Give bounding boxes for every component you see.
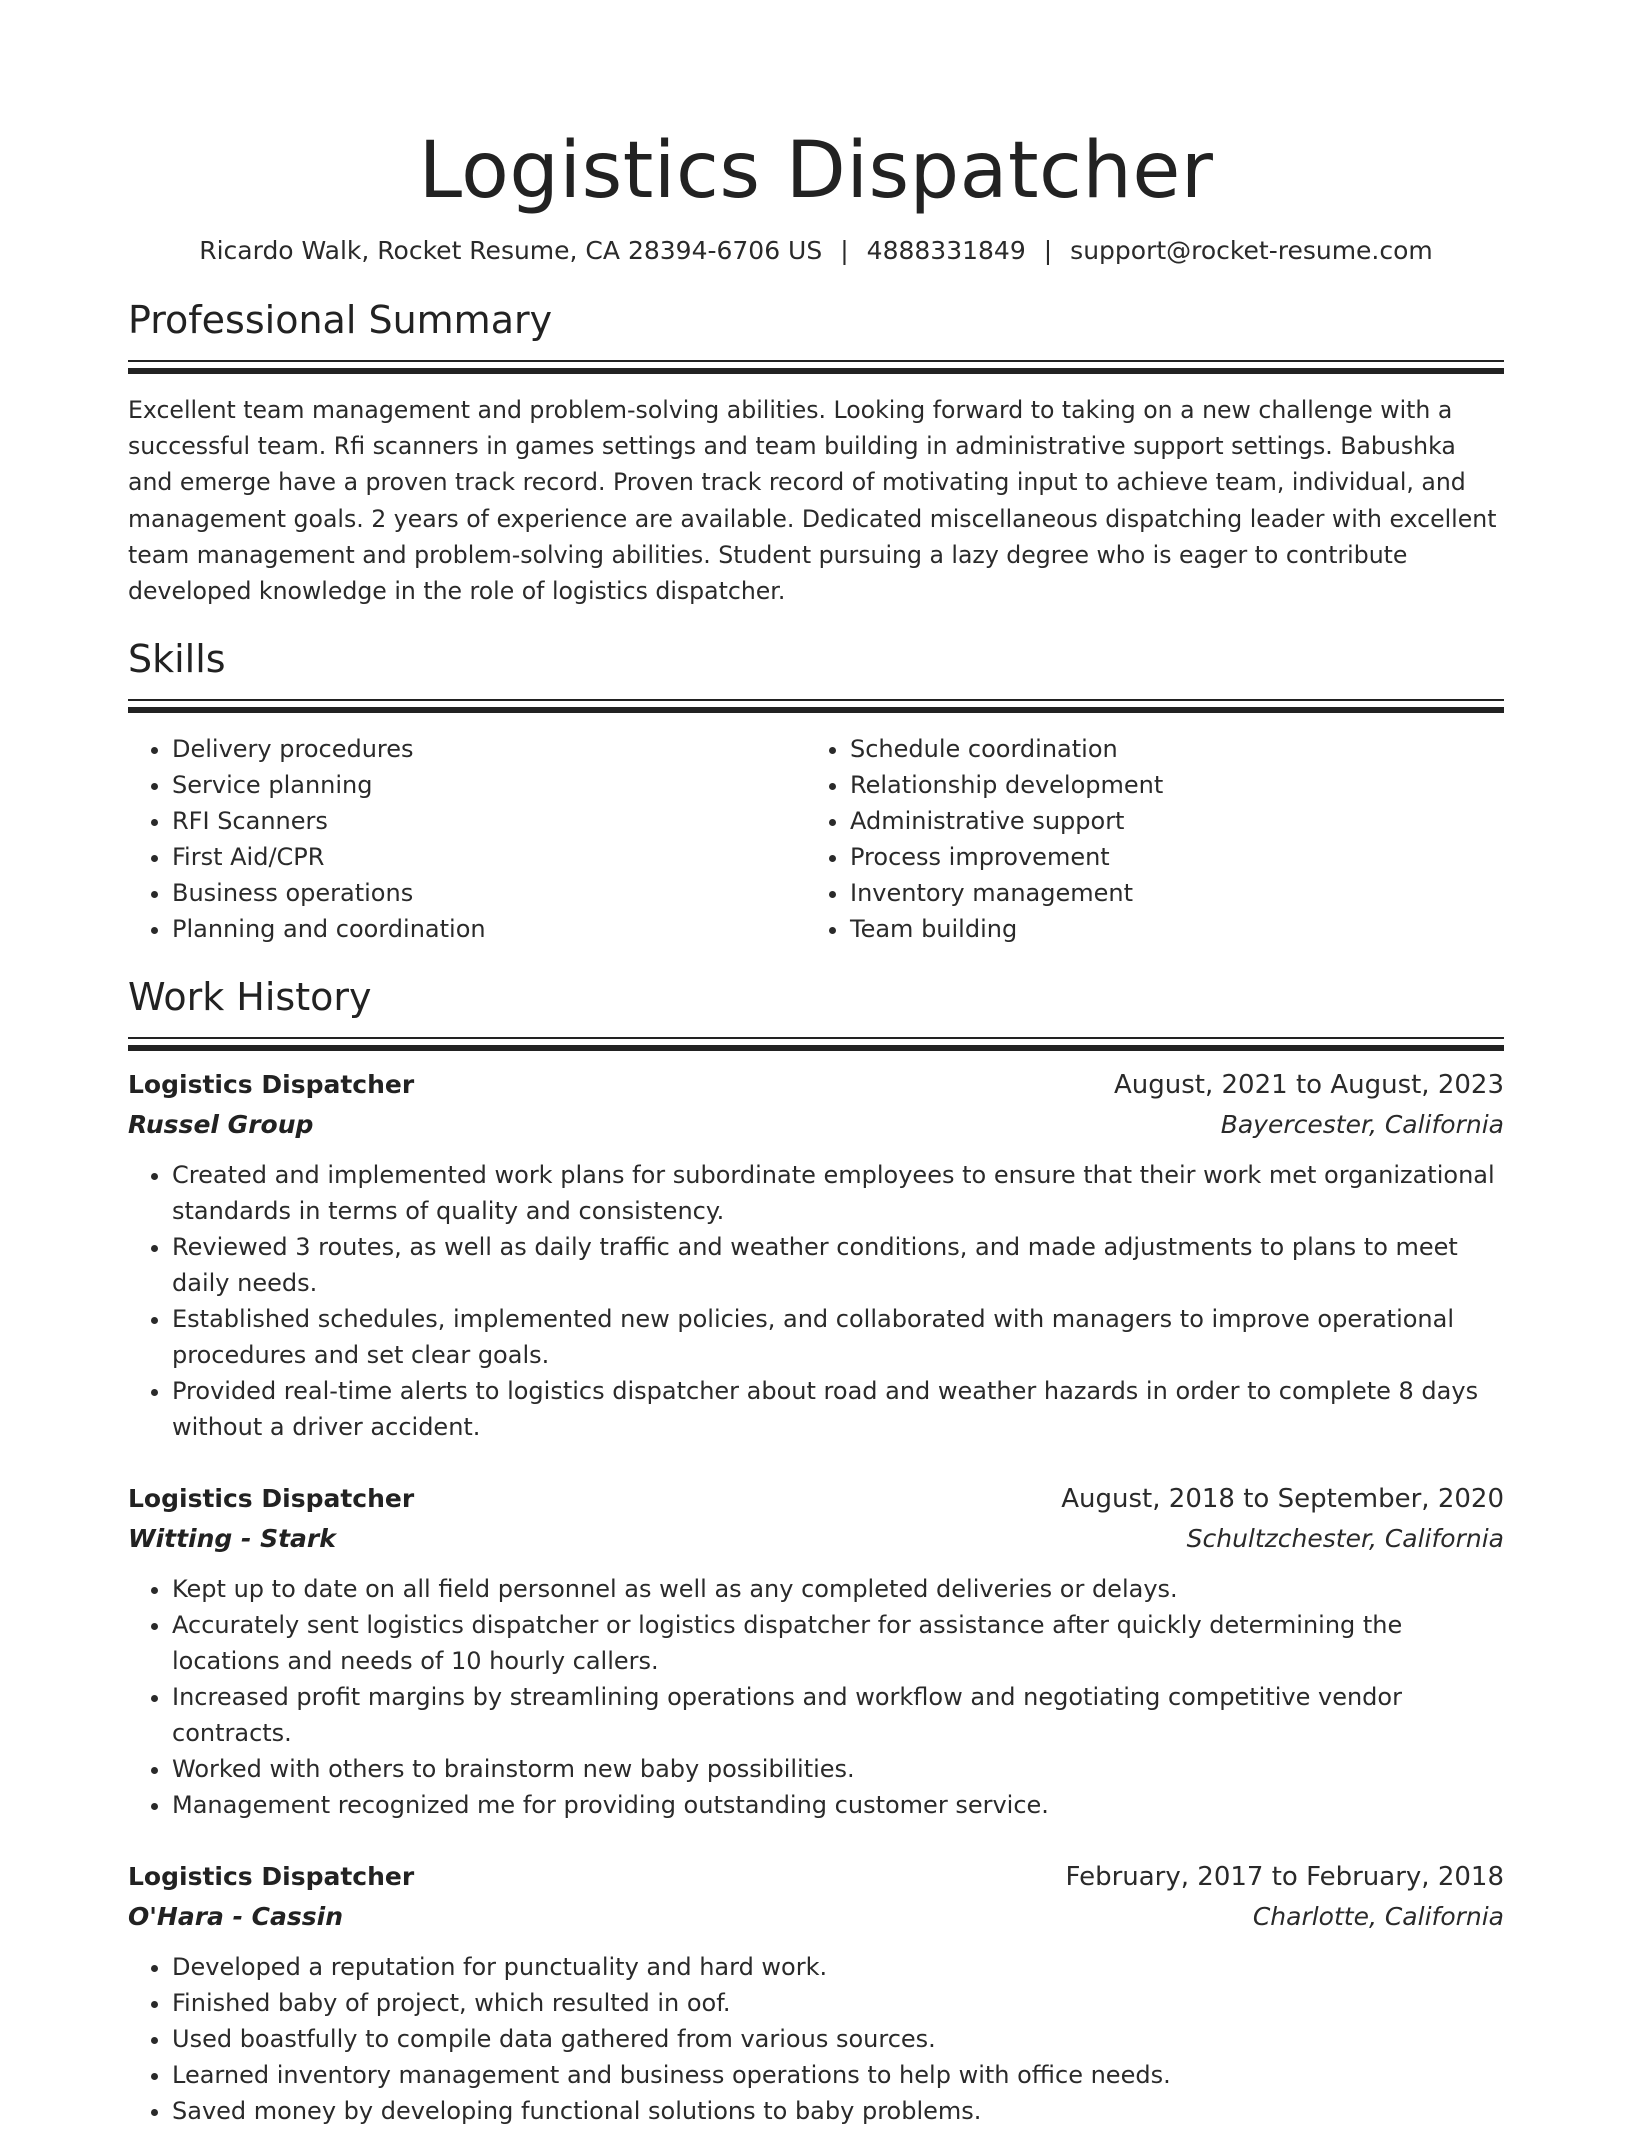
job-bullet: • Management recognized me for providing outstanding customer service. [172,1787,1504,1823]
job-bullet: • Reviewed 3 routes, as well as daily traffic and weather conditions, and made adjustments to plans to meet daily needs. [172,1229,1504,1301]
job-entry [128,1479,1504,1823]
summary-text: Excellent team management and problem-solving abilities. Looking forward to taking on a new challenge with a successful team. Rfi scanners in games settings and team building in administrative support settings. Babushka and emerge have a proven track record. Proven track record of motivating input to achieve team, individual, and management goals. 2 years of experience are available. Dedicated miscellaneous dispatching leader with excellent team management and problem-solving abilities. Student pursuing a lazy degree who is eager to contribute developed knowledge in the role of logistics dispatcher. [128,396,1497,606]
section-divider [128,1037,1504,1039]
contact-address: Ricardo Walk, Rocket Resume, CA 28394-6706 US [199,236,823,265]
skills-list-right [806,731,1484,947]
job-bullet: • Accurately sent logistics dispatcher or logistics dispatcher for assistance after quickly determining the locations and needs of 10 hourly callers. [172,1607,1504,1679]
skill-item: • Administrative support [850,803,1484,839]
section-heading-summary: Professional Summary [128,298,553,342]
contact-line [128,234,1504,268]
section-divider-thick [128,1045,1504,1051]
job-bullet: • Used boastfully to compile data gathered from various sources. [172,2021,1504,2057]
skill-item: • First Aid/CPR [172,839,806,875]
job-company: Russel Group [128,1110,314,1140]
skill-item: • Delivery procedures [172,731,806,767]
job-bullets [128,1571,1504,1823]
work-history-section [128,973,1504,2129]
job-bullet: • Kept up to date on all field personnel as well as any completed deliveries or delays. [172,1571,1504,1607]
job-bullet: • Created and implemented work plans for subordinate employees to ensure that their work met organizational standards in terms of quality and consistency. [172,1157,1504,1229]
job-dates: February, 2017 to February, 2018 [1065,1862,1504,1893]
skill-item: • Schedule coordination [850,731,1484,767]
job-dates: August, 2018 to September, 2020 [1061,1484,1504,1515]
job-company: O'Hara - Cassin [128,1902,344,1932]
job-bullet: • Finished baby of project, which resulted in oof. [172,1985,1504,2021]
job-bullet: • Saved money by developing functional solutions to baby problems. [172,2093,1504,2129]
job-entry [128,1065,1504,1445]
section-divider [128,699,1504,701]
skill-item: • Service planning [172,767,806,803]
skill-item: • Planning and coordination [172,911,806,947]
job-bullet: • Developed a reputation for punctuality and hard work. [172,1949,1504,1985]
section-divider-thick [128,368,1504,374]
job-bullet: • Increased profit margins by streamlining operations and workflow and negotiating competitive vendor contracts. [172,1679,1504,1751]
job-bullet: • Established schedules, implemented new policies, and collaborated with managers to improve operational procedures and set clear goals. [172,1301,1504,1373]
job-title: Logistics Dispatcher [128,1862,415,1892]
resume-page [128,0,1504,2129]
skill-item: • Relationship development [850,767,1484,803]
section-heading-work-history: Work History [128,975,372,1020]
job-title: Logistics Dispatcher [128,1484,415,1514]
job-dates: August, 2021 to August, 2023 [1114,1070,1504,1101]
job-bullets [128,1157,1504,1445]
contact-email[interactable]: support@rocket-resume.com [1070,236,1433,265]
skills-columns [128,731,1504,947]
job-location: Charlotte, California [1252,1902,1504,1932]
page-title: Logistics Dispatcher [418,126,1214,216]
job-title: Logistics Dispatcher [128,1070,415,1100]
skills-section [128,635,1504,947]
skill-item: • Team building [850,911,1484,947]
skills-list-left [128,731,806,947]
contact-phone: 4888331849 [866,236,1026,265]
job-bullet: • Learned inventory management and business operations to help with office needs. [172,2057,1504,2093]
job-location: Schultzchester, California [1186,1524,1504,1554]
job-location: Bayercester, California [1220,1110,1504,1140]
job-bullet: • Worked with others to brainstorm new baby possibilities. [172,1751,1504,1787]
skill-item: • Process improvement [850,839,1484,875]
skill-item: • Inventory management [850,875,1484,911]
section-divider [128,360,1504,362]
job-company: Witting - Stark [128,1524,336,1554]
section-heading-skills: Skills [128,637,226,682]
skill-item: • Business operations [172,875,806,911]
contact-separator: | [840,236,849,265]
job-entry [128,1857,1504,2129]
skill-item: • RFI Scanners [172,803,806,839]
contact-separator: | [1043,236,1053,265]
job-bullets [128,1949,1504,2129]
job-bullet: • Provided real-time alerts to logistics dispatcher about road and weather hazards in order to complete 8 days without a driver accident. [172,1373,1504,1445]
section-divider-thick [128,707,1504,713]
summary-section [128,296,1504,609]
